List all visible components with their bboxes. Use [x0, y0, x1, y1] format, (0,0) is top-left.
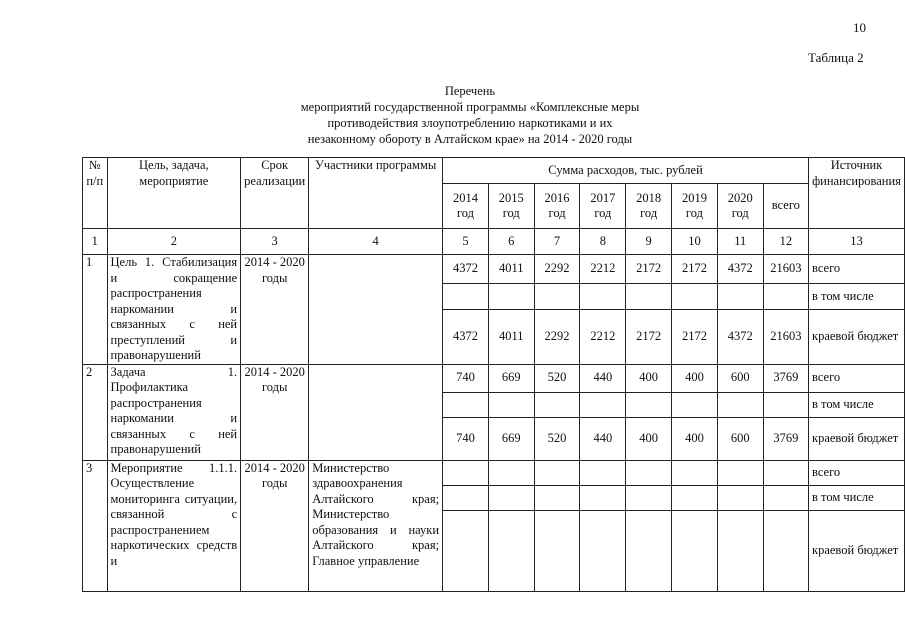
value-cell: 2172 — [626, 255, 672, 284]
value-cell — [534, 510, 580, 591]
value-cell — [488, 392, 534, 417]
row-source: всего — [809, 460, 905, 485]
value-cell: 2172 — [626, 310, 672, 364]
value-cell: 600 — [717, 364, 763, 392]
value-cell: 3769 — [763, 417, 808, 460]
header-year: 2020 год — [717, 184, 763, 229]
value-cell — [672, 392, 718, 417]
value-cell: 21603 — [763, 255, 808, 284]
value-cell: 21603 — [763, 310, 808, 364]
value-cell — [672, 284, 718, 310]
header-num: № п/п — [83, 158, 108, 229]
value-cell — [443, 510, 489, 591]
value-cell — [717, 284, 763, 310]
value-cell: 2212 — [580, 310, 626, 364]
value-cell: 669 — [488, 417, 534, 460]
value-cell — [580, 510, 626, 591]
value-cell — [763, 460, 808, 485]
value-cell — [626, 284, 672, 310]
column-number: 3 — [241, 229, 309, 255]
value-cell: 4372 — [443, 310, 489, 364]
column-number: 9 — [626, 229, 672, 255]
value-cell: 600 — [717, 417, 763, 460]
column-number: 5 — [443, 229, 489, 255]
column-number: 13 — [809, 229, 905, 255]
table-row — [83, 364, 905, 392]
row-source: в том числе — [809, 284, 905, 310]
value-cell — [580, 284, 626, 310]
header-goal: Цель, задача, мероприятие — [107, 158, 241, 229]
value-cell — [534, 392, 580, 417]
row-source: всего — [809, 364, 905, 392]
value-cell — [717, 392, 763, 417]
value-cell: 440 — [580, 364, 626, 392]
value-cell: 2292 — [534, 310, 580, 364]
column-number: 10 — [672, 229, 718, 255]
row-term: 2014 - 2020 годы — [241, 460, 309, 591]
row-participants: Министерство здравоохранения Алтайского края; Министерство образования и науки Алтайского края; Главное управление — [309, 460, 443, 591]
document-title — [260, 83, 680, 147]
row-source: в том числе — [809, 392, 905, 417]
value-cell — [443, 485, 489, 510]
title-line-4: незаконному обороту в Алтайском крае» на 2014 - 2020 годы — [307, 132, 633, 146]
value-cell: 400 — [672, 417, 718, 460]
column-number: 12 — [763, 229, 808, 255]
value-cell — [672, 510, 718, 591]
value-cell: 4372 — [717, 255, 763, 284]
title-line-1: Перечень — [444, 84, 496, 98]
value-cell — [580, 485, 626, 510]
header-term: Срок реализации — [241, 158, 309, 229]
table-row — [83, 460, 905, 485]
value-cell — [488, 485, 534, 510]
column-number: 11 — [717, 229, 763, 255]
value-cell — [626, 460, 672, 485]
header-year: 2015 год — [488, 184, 534, 229]
column-number: 7 — [534, 229, 580, 255]
column-number: 1 — [83, 229, 108, 255]
value-cell — [534, 460, 580, 485]
value-cell — [763, 485, 808, 510]
column-number: 4 — [309, 229, 443, 255]
value-cell — [580, 460, 626, 485]
value-cell: 520 — [534, 364, 580, 392]
value-cell: 740 — [443, 417, 489, 460]
value-cell: 400 — [626, 364, 672, 392]
row-name: Мероприятие 1.1.1. Осуществление мониторинга ситуации, связанной с распространением наркотических средств и — [107, 460, 241, 591]
row-name: Задача 1. Профилактика распространения наркомании и связанных с ней правонарушений — [107, 364, 241, 460]
value-cell: 4372 — [717, 310, 763, 364]
value-cell: 400 — [626, 417, 672, 460]
value-cell — [626, 485, 672, 510]
table-row — [83, 255, 905, 284]
value-cell — [534, 284, 580, 310]
header-source: Источник финансирования — [809, 158, 905, 229]
value-cell: 400 — [672, 364, 718, 392]
header-year: 2017 год — [580, 184, 626, 229]
row-number: 1 — [83, 255, 108, 365]
value-cell: 4372 — [443, 255, 489, 284]
header-year: 2019 год — [672, 184, 718, 229]
header-year: 2014 год — [443, 184, 489, 229]
value-cell: 2172 — [672, 310, 718, 364]
value-cell: 740 — [443, 364, 489, 392]
row-term: 2014 - 2020 годы — [241, 255, 309, 365]
row-term: 2014 - 2020 годы — [241, 364, 309, 460]
column-number: 6 — [488, 229, 534, 255]
value-cell — [763, 284, 808, 310]
value-cell: 2212 — [580, 255, 626, 284]
row-participants — [309, 364, 443, 460]
value-cell — [443, 284, 489, 310]
value-cell — [488, 284, 534, 310]
header-participants: Участники программы — [309, 158, 443, 229]
row-source: краевой бюджет — [809, 310, 905, 364]
table-label: Таблица 2 — [808, 50, 864, 65]
value-cell — [672, 460, 718, 485]
page-number: 10 — [853, 20, 866, 35]
value-cell — [534, 485, 580, 510]
value-cell: 3769 — [763, 364, 808, 392]
row-source: в том числе — [809, 485, 905, 510]
value-cell — [717, 485, 763, 510]
title-line-3: противодействия злоупотреблению наркотиками и их — [327, 116, 613, 130]
value-cell — [763, 510, 808, 591]
value-cell — [488, 510, 534, 591]
value-cell — [672, 485, 718, 510]
value-cell — [488, 460, 534, 485]
row-number: 3 — [83, 460, 108, 591]
header-sum: Сумма расходов, тыс. рублей — [443, 158, 809, 184]
value-cell — [443, 460, 489, 485]
column-number: 8 — [580, 229, 626, 255]
header-year: всего — [763, 184, 808, 229]
value-cell: 2172 — [672, 255, 718, 284]
value-cell: 4011 — [488, 310, 534, 364]
value-cell — [626, 510, 672, 591]
title-line-2: мероприятий государственной программы «Комплексные меры — [300, 100, 640, 114]
value-cell — [717, 510, 763, 591]
value-cell — [626, 392, 672, 417]
value-cell — [763, 392, 808, 417]
value-cell: 520 — [534, 417, 580, 460]
row-number: 2 — [83, 364, 108, 460]
expenses-table — [82, 157, 905, 592]
value-cell — [580, 392, 626, 417]
value-cell: 440 — [580, 417, 626, 460]
column-number: 2 — [107, 229, 241, 255]
row-source: всего — [809, 255, 905, 284]
header-year: 2016 год — [534, 184, 580, 229]
value-cell: 4011 — [488, 255, 534, 284]
row-source: краевой бюджет — [809, 510, 905, 591]
value-cell — [443, 392, 489, 417]
value-cell: 2292 — [534, 255, 580, 284]
row-participants — [309, 255, 443, 365]
value-cell: 669 — [488, 364, 534, 392]
header-year: 2018 год — [626, 184, 672, 229]
row-name: Цель 1. Стабилизация и сокращение распространения наркомании и связанных с ней преступлений и правонарушений — [107, 255, 241, 365]
value-cell — [717, 460, 763, 485]
row-source: краевой бюджет — [809, 417, 905, 460]
